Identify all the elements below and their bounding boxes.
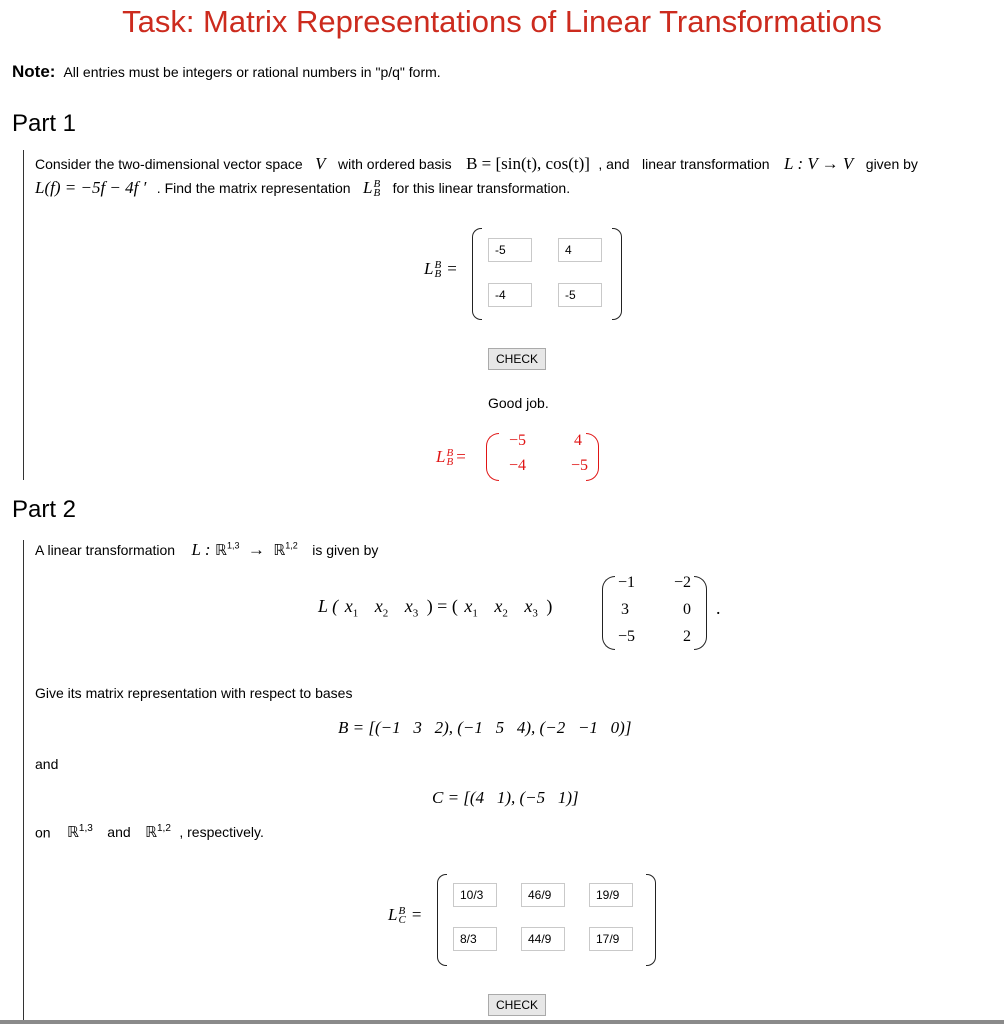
math-arrow: → — [247, 540, 265, 559]
part2-check-button[interactable]: CHECK — [488, 994, 546, 1016]
note-label: Note: — [12, 62, 56, 81]
part2-input-r2c1[interactable] — [453, 927, 497, 951]
text-give-its: Give its matrix representation with respect to bases — [35, 685, 353, 701]
text-given-by: given by — [865, 156, 918, 172]
matrix-right-bracket — [612, 228, 622, 320]
part2-problem-line1 — [35, 540, 378, 560]
math-basis-C: C = [(4 1), (−5 1)] — [432, 788, 579, 807]
part2-heading: Part 2 — [12, 496, 77, 523]
text-a-linear: A linear transformation — [35, 542, 176, 558]
part1-problem-line2 — [35, 178, 995, 198]
part2-input-r2c3[interactable] — [589, 927, 633, 951]
part2-input-r1c1[interactable] — [453, 883, 497, 907]
given-r3c1: −5 — [617, 628, 635, 645]
text-for-this: for this linear transformation. — [392, 180, 571, 196]
math-basis-B-part2: B = [(−1 3 2), (−1 5 4), (−2 −1 0)] — [338, 718, 632, 737]
math-R13: ℝ — [67, 823, 79, 842]
part2-matrix-left-bracket — [437, 874, 447, 966]
equation-L-of-x: L ( $x_1$ $x_2$ $x_3$ ) = ( $x_1$ $x_2$ $x_3$ ) — [318, 596, 553, 620]
answer-r1c2: 4 — [574, 432, 582, 449]
part2-divider — [23, 540, 24, 1020]
part1-feedback: Good job. — [488, 395, 549, 411]
math-R12: ℝ — [145, 823, 157, 842]
text-with-basis: with ordered basis — [338, 156, 452, 172]
part1-input-r2c2[interactable] — [558, 283, 602, 307]
text-on: on — [35, 824, 51, 841]
lbb-label: L B B = — [424, 259, 457, 281]
answer-r2c2: −5 — [570, 457, 588, 474]
note-text: All entries must be integers or rational numbers in "p/q" form. — [63, 64, 441, 80]
part2-matrix-right-bracket — [646, 874, 656, 966]
answer-lbb-label: L B B = — [436, 447, 466, 469]
text-and: and — [35, 756, 59, 772]
part1-input-r1c2[interactable] — [558, 238, 602, 262]
math-L: L : — [191, 540, 211, 559]
math-basis-B: B = [sin(t), cos(t)] — [466, 154, 590, 173]
given-r1c2: −2 — [673, 574, 691, 591]
text-find: . Find the matrix representation — [156, 180, 351, 196]
math-L-map: L : V → V — [784, 154, 854, 173]
text-and2: and — [107, 824, 131, 841]
math-R12-sup: 1,2 — [285, 540, 298, 551]
part1-divider — [23, 150, 24, 480]
math-R-domain: ℝ — [215, 541, 227, 559]
math-R-codomain: ℝ — [273, 541, 286, 559]
part2-input-r1c3[interactable] — [589, 883, 633, 907]
part1-heading: Part 1 — [12, 110, 77, 137]
matrix-left-bracket — [472, 228, 482, 320]
text-on-spaces: on ℝ$^{1,3}$ and ℝ$^{1,2}$ , respectively. — [35, 823, 264, 842]
math-R13-sup: 1,3 — [226, 540, 240, 551]
page-title: Task: Matrix Representations of Linear Transformations — [122, 4, 882, 39]
part2-input-r2c2[interactable] — [521, 927, 565, 951]
part1-input-r2c1[interactable] — [488, 283, 532, 307]
lcb-label: L B C = — [388, 905, 422, 927]
math-V: V — [315, 154, 326, 173]
equation-period: . — [716, 598, 721, 618]
given-r2c2: 0 — [683, 601, 691, 618]
given-matrix-right-paren — [694, 576, 707, 650]
text-is-given-by: is given by — [312, 542, 379, 558]
text-and: , and — [598, 156, 630, 172]
part1-problem-line1 — [35, 154, 995, 174]
part1-input-r1c1[interactable] — [488, 238, 532, 262]
given-r2c1: 3 — [621, 601, 629, 618]
answer-r1c1: −5 — [508, 432, 526, 449]
text-respectively: , respectively. — [179, 824, 264, 841]
math-LBB: L B B — [363, 178, 381, 200]
text-linear-transformation: linear transformation — [641, 156, 770, 172]
part2-input-r1c2[interactable] — [521, 883, 565, 907]
given-r3c2: 2 — [683, 628, 691, 645]
math-Lf: L(f) = −5f − 4f ′ — [35, 178, 147, 197]
note — [12, 62, 441, 82]
part1-check-button[interactable]: CHECK — [488, 348, 546, 370]
text-consider: Consider the two-dimensional vector space — [35, 156, 303, 172]
answer-r2c1: −4 — [508, 457, 526, 474]
bottom-scroll-bar — [0, 1020, 1004, 1024]
given-r1c1: −1 — [617, 574, 635, 591]
